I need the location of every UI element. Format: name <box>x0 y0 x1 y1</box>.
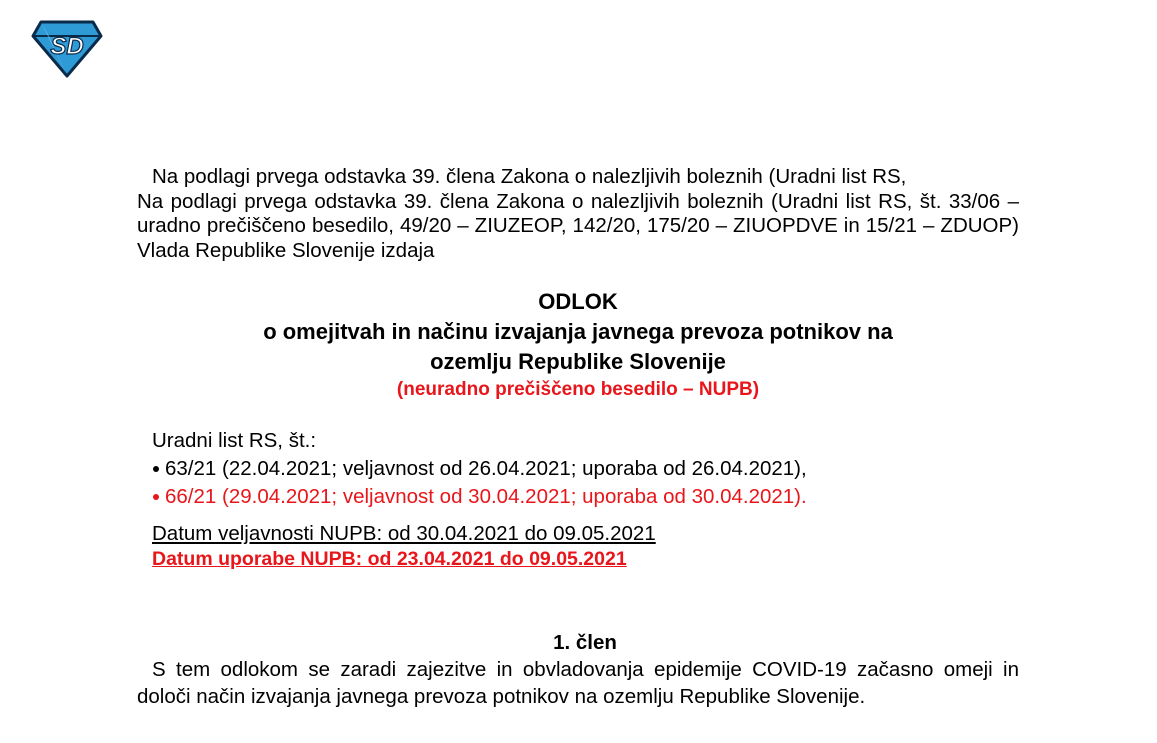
document-note: (neuradno prečiščeno besedilo – NUPB) <box>396 379 760 400</box>
intro-paragraph <box>137 165 1019 263</box>
sd-logo <box>31 18 103 78</box>
bullet-icon <box>153 494 159 500</box>
logo-text: SD <box>50 33 84 60</box>
bullet-icon <box>153 466 159 472</box>
intro-line-1: Na podlagi prvega odstavka 39. člena Zakona o nalezljivih boleznih (Uradni list RS, <box>152 165 907 188</box>
document-title: ODLOK <box>538 289 618 314</box>
article-heading: 1. člen <box>553 631 617 654</box>
document-subtitle-line-1: o omejitvah in načinu izvajanja javnega prevoza potnikov na <box>263 319 893 344</box>
reference-item[interactable] <box>152 483 1019 511</box>
reference-text: 66/21 (29.04.2021; veljavnost od 30.04.2021; uporaba od 30.04.2021). <box>165 485 807 508</box>
document-subtitle-line-2: ozemlju Republike Slovenije <box>430 349 726 374</box>
reference-text: 63/21 (22.04.2021; veljavnost od 26.04.2021; uporaba od 26.04.2021), <box>165 457 807 480</box>
references-heading: Uradni list RS, št.: <box>152 429 317 452</box>
reference-item[interactable] <box>152 455 1019 483</box>
title-block <box>137 287 1019 403</box>
references-block <box>137 427 1019 511</box>
sd-shield-logo-icon <box>31 18 103 78</box>
document-page <box>137 165 1019 710</box>
validity-date: Datum veljavnosti NUPB: od 30.04.2021 do 09.05.2021 <box>152 522 656 545</box>
dates-block <box>137 521 1019 572</box>
article-body: S tem odlokom se zaradi zajezitve in obvladovanja epidemije COVID-19 začasno omeji in določi način izvajanja javnega prevoza potnikov na ozemlju Republike Slovenije. <box>137 658 1019 708</box>
application-date: Datum uporabe NUPB: od 23.04.2021 do 09.05.2021 <box>152 548 627 570</box>
intro-text: Na podlagi prvega odstavka 39. člena Zakona o nalezljivih boleznih (Uradni list RS, št. 33/06 – uradno prečiščeno besedilo, 49/20 – ZIUZEOP, 142/20, 175/20 – ZIUOPDVE in 15/21 – ZDUOP) Vlada Republike Slovenije izdaja <box>137 189 1019 262</box>
